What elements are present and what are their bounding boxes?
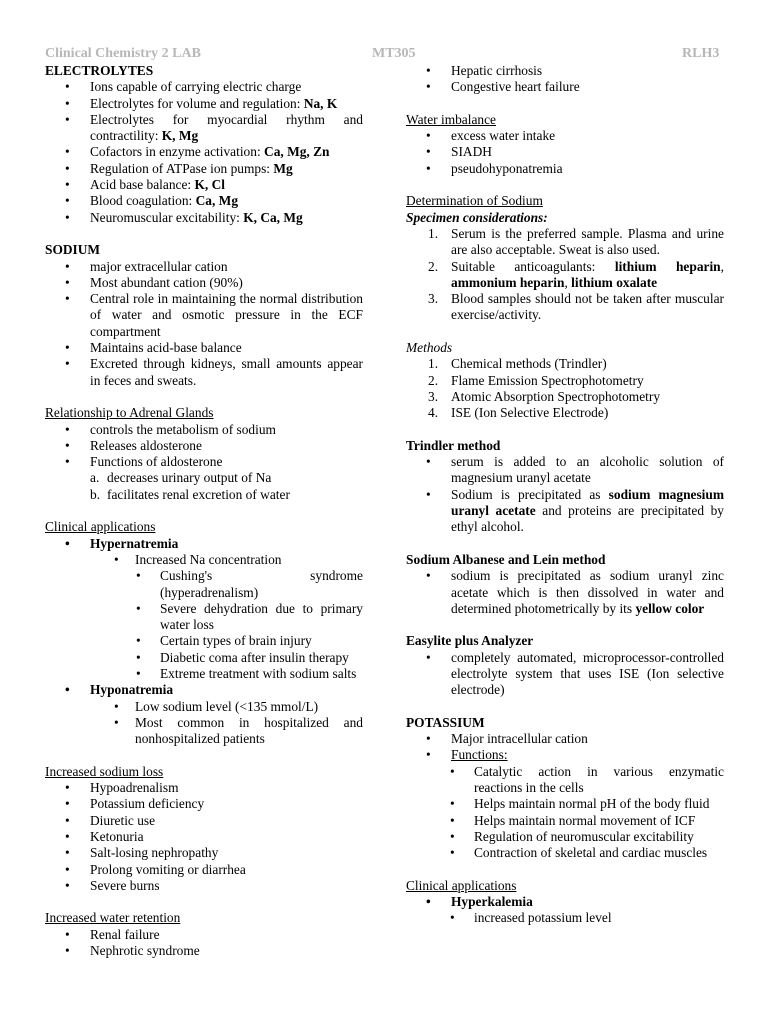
list-item: • Neuromuscular excitability: K, Ca, Mg — [45, 210, 363, 226]
adrenal-heading: Relationship to Adrenal Glands — [45, 405, 214, 421]
list-item: • serum is added to an alcoholic solution of magnesium uranyl acetate — [406, 454, 724, 487]
header-left: Clinical Chemistry 2 LAB — [45, 46, 201, 61]
list-item: • Functions of aldosterone — [45, 454, 363, 470]
list-item: 1. Chemical methods (Trindler) — [428, 356, 607, 372]
easylite-list — [406, 650, 724, 699]
list-item: • Releases aldosterone — [45, 438, 363, 454]
methods-list — [406, 356, 724, 421]
list-item: • Ions capable of carrying electric charge — [45, 79, 363, 95]
list-item: • Most common in hospitalized and nonhospitalized patients — [45, 715, 363, 748]
list-item: • Blood coagulation: Ca, Mg — [45, 193, 363, 209]
list-item: • Diuretic use — [45, 813, 363, 829]
water-retention-list — [45, 927, 363, 960]
list-item: • Contraction of skeletal and cardiac muscles — [406, 845, 724, 861]
specimen-list — [406, 226, 724, 324]
albanese-list — [406, 568, 724, 617]
clinical-list — [45, 536, 363, 748]
list-item: • Helps maintain normal movement of ICF — [406, 813, 724, 829]
list-item: • pseudohyponatremia — [406, 161, 724, 177]
list-item: • Congestive heart failure — [406, 79, 724, 95]
list-item: 1. Serum is the preferred sample. Plasma and urine are also acceptable. Sweat is also used. — [428, 225, 724, 258]
list-item: • increased potassium level — [406, 910, 724, 926]
list-item: • major extracellular cation — [45, 259, 363, 275]
albanese-heading: Sodium Albanese and Lein method — [406, 551, 606, 567]
methods-heading: Methods — [406, 340, 453, 356]
specimen-subheading: Specimen considerations: — [406, 209, 548, 225]
list-item: • Major intracellular cation — [406, 731, 724, 747]
list-item: 2. Suitable anticoagulants: lithium heparin, ammonium heparin, lithium oxalate — [428, 258, 724, 290]
list-item: • Catalytic action in various enzymatic reactions in the cells — [406, 764, 724, 797]
list-item: • Helps maintain normal pH of the body fluid — [406, 796, 724, 812]
list-item: b. facilitates renal excretion of water — [90, 486, 290, 502]
list-item: • Diabetic coma after insulin therapy — [45, 650, 363, 666]
trindler-heading: Trindler method — [406, 437, 501, 453]
list-item: • Electrolytes for volume and regulation: Na, K — [45, 96, 363, 112]
adrenal-list — [45, 422, 363, 503]
list-item: • sodium is precipitated as sodium uranyl zinc acetate which is then dissolved in water and determined photometrically by its yellow color — [406, 568, 724, 617]
list-item: • Extreme treatment with sodium salts — [45, 666, 363, 682]
right-column — [406, 63, 724, 927]
list-item: • Acid base balance: K, Cl — [45, 177, 363, 193]
list-item: 2. Flame Emission Spectrophotometry — [428, 372, 644, 388]
list-item: • Cofactors in enzyme activation: Ca, Mg, Zn — [45, 144, 363, 160]
clinical-applications-heading: Clinical applications — [45, 519, 156, 535]
easylite-heading: Easylite plus Analyzer — [406, 633, 534, 649]
sodium-loss-list — [45, 780, 363, 894]
list-item: • SIADH — [406, 144, 724, 160]
list-item: • completely automated, microprocessor-controlled electrolyte system that uses ISE (Ion selective electrode) — [406, 650, 724, 699]
list-item: 3. Blood samples should not be taken after muscular exercise/activity. — [428, 291, 724, 323]
potassium-list — [406, 731, 724, 861]
potassium-clinical-heading: Clinical applications — [406, 877, 517, 893]
list-item: a. decreases urinary output of Na — [90, 470, 272, 486]
sodium-list — [45, 259, 363, 389]
electrolytes-list — [45, 79, 363, 226]
list-item: 4. ISE (Ion Selective Electrode) — [428, 405, 609, 421]
list-item: • Salt-losing nephropathy — [45, 845, 363, 861]
list-item: • Excreted through kidneys, small amounts appear in feces and sweats. — [45, 356, 363, 389]
list-item: • Hypoadrenalism — [45, 780, 363, 796]
list-item: • Hyponatremia — [45, 682, 363, 698]
list-item: • Most abundant cation (90%) — [45, 275, 363, 291]
potassium-clinical-list — [406, 894, 724, 927]
trindler-list — [406, 454, 724, 535]
water-retention-heading: Increased water retention — [45, 910, 181, 926]
header-center: MT305 — [372, 46, 416, 61]
left-column — [45, 63, 363, 959]
electrolytes-heading: ELECTROLYTES — [45, 63, 154, 78]
list-item: • Electrolytes for myocardial rhythm and contractility: K, Mg — [45, 112, 363, 145]
list-item: • Hyperkalemia — [406, 894, 724, 910]
potassium-heading: POTASSIUM — [406, 714, 485, 730]
list-item: • Hypernatremia — [45, 536, 363, 552]
list-item: 3. Atomic Absorption Spectrophotometry — [428, 388, 661, 404]
list-item: • Central role in maintaining the normal distribution of water and osmotic pressure in the ECF compartment — [45, 291, 363, 340]
continued-list — [406, 63, 724, 96]
header-right: RLH3 — [682, 46, 720, 61]
list-item: • Severe burns — [45, 878, 363, 894]
list-item: • Potassium deficiency — [45, 796, 363, 812]
list-item: • Renal failure — [45, 927, 363, 943]
list-item: • Functions: — [406, 747, 724, 763]
sodium-loss-heading: Increased sodium loss — [45, 763, 164, 779]
list-item: • Nephrotic syndrome — [45, 943, 363, 959]
list-item: • excess water intake — [406, 128, 724, 144]
list-item: • Low sodium level (<135 mmol/L) — [45, 699, 363, 715]
list-item: • Severe dehydration due to primary water loss — [45, 601, 363, 634]
list-item: • Cushing's syndrome (hyperadrenalism) — [45, 568, 363, 601]
list-item: • Increased Na concentration — [45, 552, 363, 568]
list-item: • Hepatic cirrhosis — [406, 63, 724, 79]
list-item: • Sodium is precipitated as sodium magnesium uranyl acetate and proteins are precipitated by ethyl alcohol. — [406, 487, 724, 536]
water-imbalance-heading: Water imbalance — [406, 111, 497, 127]
list-item: • Regulation of neuromuscular excitability — [406, 829, 724, 845]
list-item: • Regulation of ATPase ion pumps: Mg — [45, 161, 363, 177]
list-item: • Maintains acid-base balance — [45, 340, 363, 356]
list-item: • Certain types of brain injury — [45, 633, 363, 649]
determination-heading: Determination of Sodium — [406, 193, 543, 209]
water-imbalance-list — [406, 128, 724, 177]
list-item: • Prolong vomiting or diarrhea — [45, 862, 363, 878]
list-item: • Ketonuria — [45, 829, 363, 845]
sodium-heading: SODIUM — [45, 242, 101, 258]
list-item: • controls the metabolism of sodium — [45, 422, 363, 438]
